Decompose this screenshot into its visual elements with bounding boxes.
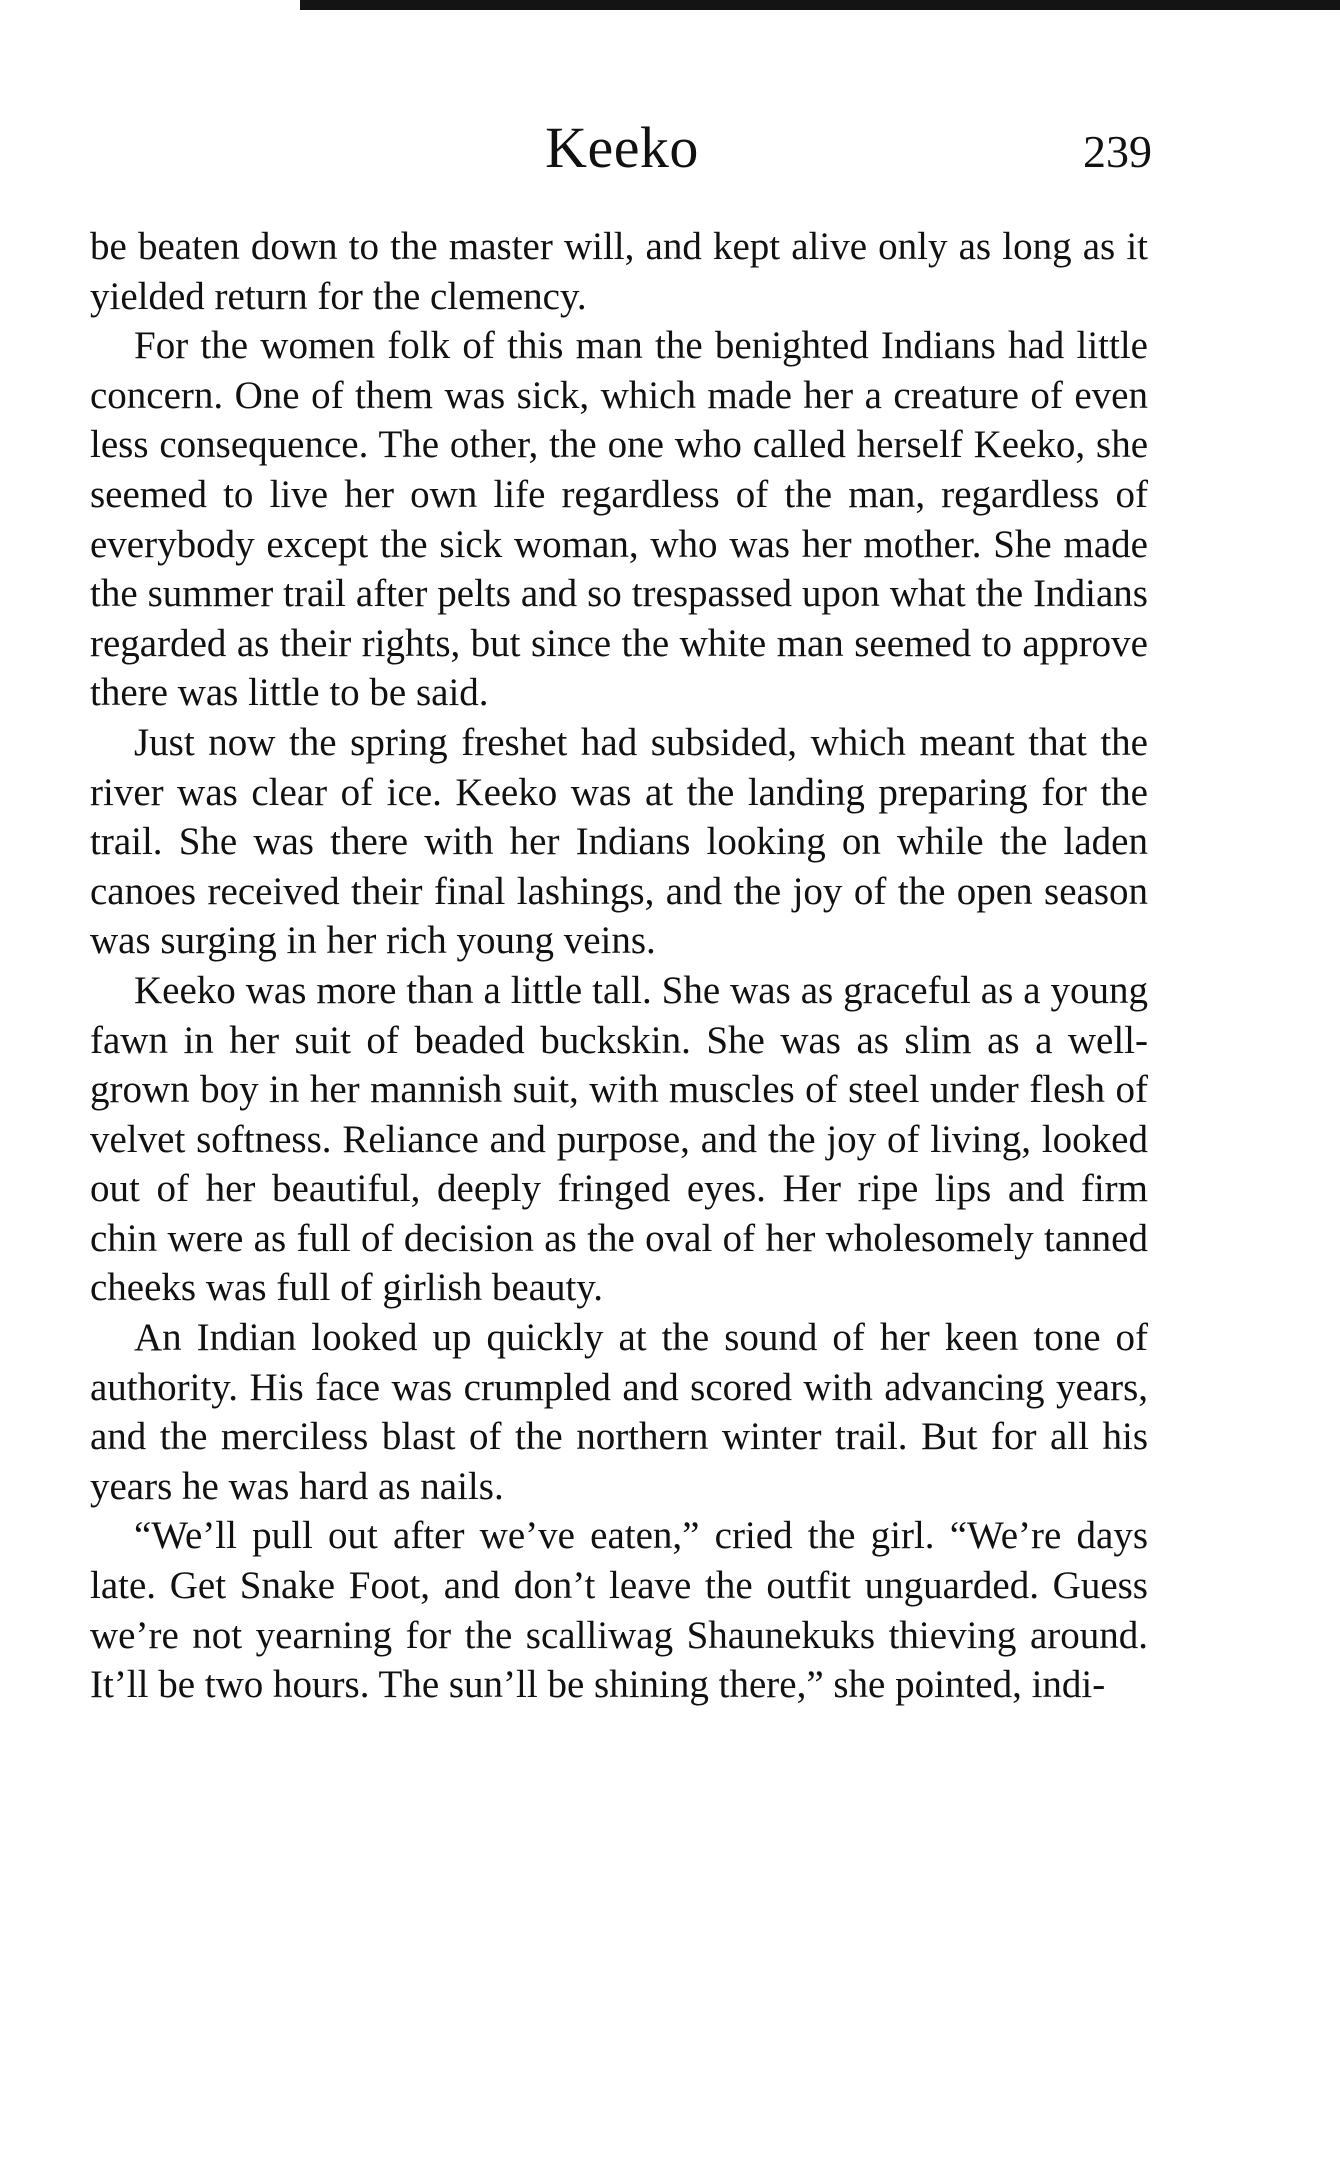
paragraph-spring-freshet: Just now the spring freshet had subsided, which meant that the river was clear of ice. Keeko was at the landing preparing for the trail. She was there with her Indians looking on while the laden canoes received their final lashings, and the joy of the open season was surging in her rich young veins. <box>90 720 1148 963</box>
paragraph-women-folk: For the women folk of this man the benighted Indians had little concern. One of them was sick, which made her a creature of even less consequence. The other, the one who called herself Keeko, she seemed to live her own life regardless of the man, regardless of everybody except the sick woman, who was her mother. She made the summer trail after pelts and so trespassed upon what the Indians regarded as their rights, but since the white man seemed to approve there was little to be said. <box>90 324 1148 715</box>
body-text <box>90 222 1148 1710</box>
top-edge-rule <box>300 0 1340 10</box>
page-header <box>92 112 1152 192</box>
paragraph-continued: be beaten down to the master will, and kept alive only as long as it yielded return for the clemency. <box>90 225 1148 318</box>
paragraph-dialogue: “We’ll pull out after we’ve eaten,” cried the girl. “We’re days late. Get Snake Foot, and don’t leave the outfit unguarded. Guess we’re not yearning for the scalliwag Shaunekuks thieving around. It’ll be two hours. The sun’ll be shining there,” she pointed, indi- <box>90 1514 1148 1707</box>
paragraph-keeko-description: Keeko was more than a little tall. She was as graceful as a young fawn in her suit of beaded buckskin. She was as slim as a well-grown boy in her mannish suit, with muscles of steel under flesh of velvet softness. Reliance and purpose, and the joy of living, looked out of her beautiful, deeply fringed eyes. Her ripe lips and firm chin were as full of decision as the oval of her wholesomely tanned cheeks was full of girlish beauty. <box>90 968 1148 1310</box>
running-title: Keeko <box>545 115 699 180</box>
paragraph-indian: An Indian looked up quickly at the sound of her keen tone of authority. His face was crumpled and scored with advancing years, and the merciless blast of the northern winter trail. But for all his years he was hard as nails. <box>90 1316 1148 1508</box>
page-number: 239 <box>1083 126 1152 177</box>
